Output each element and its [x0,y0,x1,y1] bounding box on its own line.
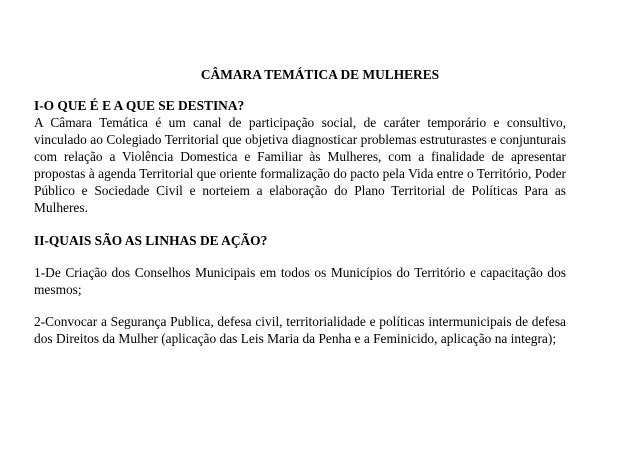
spacer [34,249,566,264]
section-1-body: A Câmara Temática é um canal de participação social, de caráter temporário e consultivo, vinculado ao Colegiado Territorial que objetiva diagnosticar problemas estruturastes e conjunturais com relação a Violência Domestica e Familiar às Mulheres, com a finalidade de apresentar propostas à agenda Territorial que oriente formalização do pacto pela Vida entre o Território, Poder Público e Sociedade Civil e norteiem a elaboração do Plano Territorial de Políticas Para as Mulheres. [34,115,566,215]
spacer [34,216,566,232]
section-2-heading: II-QUAIS SÃO AS LINHAS DE AÇÃO? [34,233,268,248]
spacer [34,298,566,313]
action-item-1: 1-De Criação dos Conselhos Municipais em todos os Municípios do Território e capacitação dos mesmos; [34,265,566,297]
action-item-2: 2-Convocar a Segurança Publica, defesa civil, territorialidade e políticas intermunicipais de defesa dos Direitos da Mulher (aplicação das Leis Maria da Penha e a Feminicido, aplicação na integra); [34,314,566,346]
document-title: CÂMARA TEMÁTICA DE MULHERES [200,67,440,82]
section-1-heading: I-O QUE É E A QUE SE DESTINA? [34,98,245,113]
document-page [34,66,566,347]
